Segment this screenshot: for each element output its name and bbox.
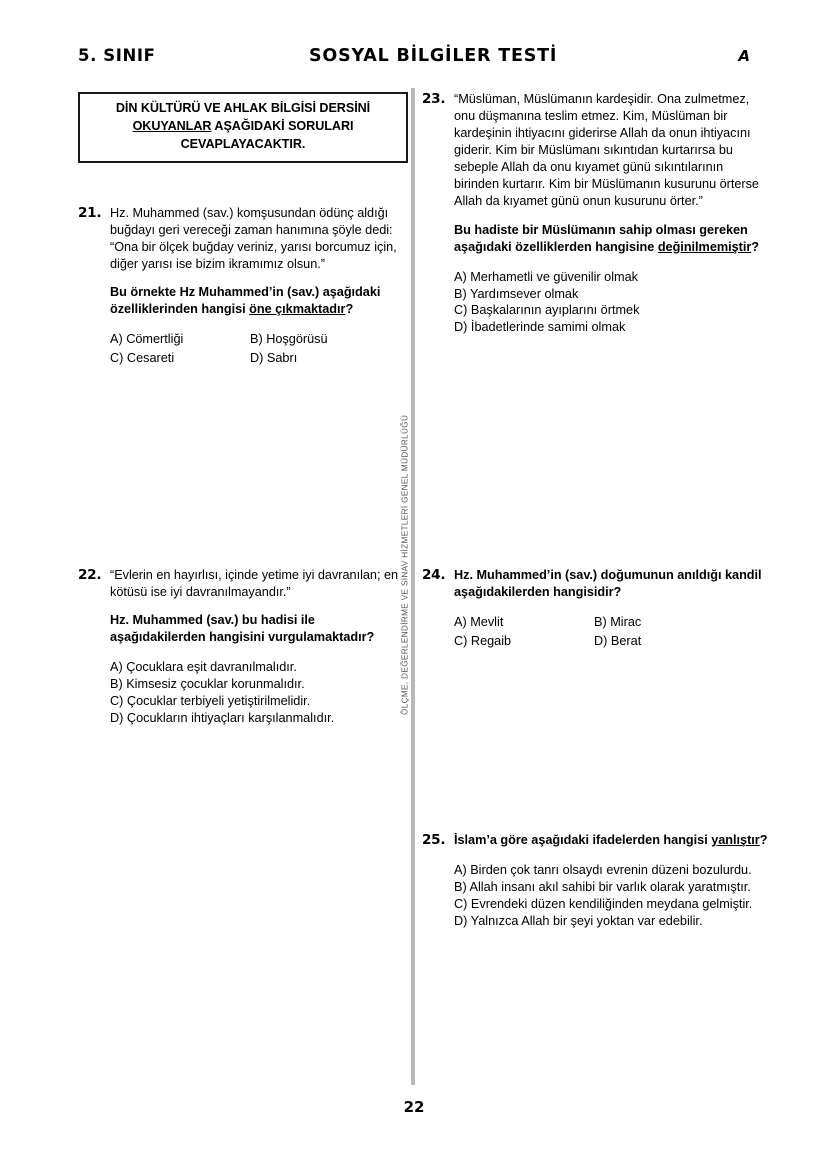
question-22 bbox=[78, 567, 408, 727]
question-25-prompt bbox=[454, 832, 770, 849]
question-23-number: 23. bbox=[422, 91, 446, 107]
question-21-passage: Hz. Muhammed (sav.) komşusundan ödünç aldığı buğdayı geri vereceği zaman hanımına şöyle dedi: “Ona bir ölçek buğday veriniz, yarısı borcumuz için, diğer yarısı ise bizim ikramımız olsun.” bbox=[110, 206, 397, 272]
option-d[interactable]: D) İbadetlerinde samimi olmak bbox=[454, 320, 626, 335]
option-d[interactable]: D) Berat bbox=[594, 634, 642, 649]
question-23-passage: “Müslüman, Müslümanın kardeşidir. Ona zulmetmez, onu düşmanına teslim etmez. Kim, Müslüman bir kardeşinin ihtiyacını giderirse Allah da onun ihtiyacını giderir. Kim bir Müslümanı sıkıntıdan kurtarırsa bu sebeple Allah da onu kıyamet günü sıkıntılarının birinden kurtarır. Kim bir Müslümanın kusurunu örterse Allah da kıyamet günü onun kusurunu örter.” bbox=[454, 92, 759, 209]
question-21-prompt-post: ? bbox=[345, 302, 354, 317]
agency-watermark-text: ÖLÇME, DEĞERLENDİRME VE SINAV HİZMETLERİ GENEL MÜDÜRLÜĞÜ bbox=[400, 414, 410, 716]
option-b[interactable]: B) Yardımsever olmak bbox=[454, 286, 579, 301]
option-d[interactable]: D) Çocukların ihtiyaçları karşılanmalıdır. bbox=[110, 710, 335, 725]
question-22-body bbox=[110, 567, 408, 727]
question-23-body bbox=[454, 91, 770, 336]
instruction-line-1: DİN KÜLTÜRÜ VE AHLAK BİLGİSİ DERSİNİ bbox=[115, 101, 371, 115]
option-a[interactable]: A) Çocuklara eşit davranılmalıdır. bbox=[110, 660, 297, 675]
instruction-line-2 bbox=[86, 118, 400, 136]
question-25 bbox=[422, 832, 770, 930]
question-24-options bbox=[454, 614, 770, 650]
question-25-prompt-post: ? bbox=[759, 833, 768, 847]
question-24-body bbox=[454, 567, 770, 650]
question-22-passage: “Evlerin en hayırlısı, içinde yetime iyi davranılan; en kötüsü ise iyi davranılmayandır.” bbox=[110, 568, 399, 600]
option-b[interactable]: B) Allah insanı akıl sahibi bir varlık olarak yaratmıştır. bbox=[454, 879, 751, 894]
question-23-prompt-pre: Bu hadiste bir Müslümanın sahip olması gereken aşağıdaki özelliklerden hangisine bbox=[454, 222, 748, 254]
question-25-number: 25. bbox=[422, 832, 446, 848]
test-title: SOSYAL BİLGİLER TESTİ bbox=[309, 46, 558, 66]
question-21-prompt-emphasis: öne çıkmaktadır bbox=[249, 302, 346, 317]
question-23-prompt bbox=[454, 222, 770, 256]
option-a[interactable]: A) Birden çok tanrı olsaydı evrenin düzeni bozulurdu. bbox=[454, 863, 752, 878]
question-25-prompt-emphasis: yanlıştır bbox=[711, 833, 760, 847]
question-24-number: 24. bbox=[422, 567, 446, 583]
option-a[interactable]: A) Mevlit bbox=[454, 615, 504, 630]
question-25-prompt-pre: İslam’a göre aşağıdaki ifadelerden hangisi bbox=[454, 833, 712, 847]
question-22-options bbox=[110, 659, 408, 727]
question-22-prompt: Hz. Muhammed (sav.) bu hadisi ile aşağıdakilerden hangisini vurgulamaktadır? bbox=[110, 613, 375, 645]
option-b[interactable]: B) Hoşgörüsü bbox=[250, 332, 328, 347]
question-21-prompt bbox=[110, 284, 408, 318]
option-b[interactable]: B) Kimsesiz çocuklar korunmalıdır. bbox=[110, 677, 305, 692]
instruction-box bbox=[78, 92, 408, 163]
option-c[interactable]: C) Başkalarının ayıplarını örtmek bbox=[454, 303, 640, 318]
question-22-number: 22. bbox=[78, 567, 102, 583]
option-c[interactable]: C) Regaib bbox=[454, 634, 512, 649]
question-23-options bbox=[454, 269, 770, 337]
option-d[interactable]: D) Sabrı bbox=[250, 351, 298, 366]
option-c[interactable]: C) Evrendeki düzen kendiliğinden meydana gelmiştir. bbox=[454, 896, 753, 911]
question-21-options bbox=[110, 331, 408, 367]
question-25-options bbox=[454, 862, 770, 930]
option-c[interactable]: C) Cesareti bbox=[110, 351, 175, 366]
exam-header bbox=[78, 46, 750, 72]
grade-label: 5. SINIF bbox=[78, 46, 156, 65]
question-21-number: 21. bbox=[78, 205, 102, 221]
booklet-code: A bbox=[738, 47, 750, 65]
question-23-prompt-post: ? bbox=[751, 239, 760, 254]
question-24-prompt: Hz. Muhammed’in (sav.) doğumunun anıldığı kandil aşağıdakilerden hangisidir? bbox=[454, 568, 762, 600]
question-25-body bbox=[454, 832, 770, 930]
question-23-prompt-emphasis: değinilmemiştir bbox=[657, 239, 752, 254]
instruction-emphasis: OKUYANLAR bbox=[132, 118, 212, 133]
question-21-prompt-pre: Bu örnekte Hz Muhammed’in (sav.) aşağıdaki özelliklerinden hangisi bbox=[110, 285, 381, 317]
question-24 bbox=[422, 567, 770, 650]
question-21 bbox=[78, 205, 408, 367]
question-23 bbox=[422, 91, 770, 336]
instruction-line-3: CEVAPLAYACAKTIR. bbox=[180, 136, 306, 151]
instruction-line-2-rest: AŞAĞIDAKİ SORULARI bbox=[211, 118, 354, 133]
option-d[interactable]: D) Yalnızca Allah bir şeyi yoktan var edebilir. bbox=[454, 913, 703, 928]
option-a[interactable]: A) Merhametli ve güvenilir olmak bbox=[454, 269, 639, 284]
option-a[interactable]: A) Cömertliği bbox=[110, 332, 184, 347]
page-number: 22 bbox=[403, 1098, 425, 1116]
option-b[interactable]: B) Mirac bbox=[594, 615, 642, 630]
question-21-body bbox=[110, 205, 408, 367]
option-c[interactable]: C) Çocuklar terbiyeli yetiştirilmelidir. bbox=[110, 694, 311, 709]
